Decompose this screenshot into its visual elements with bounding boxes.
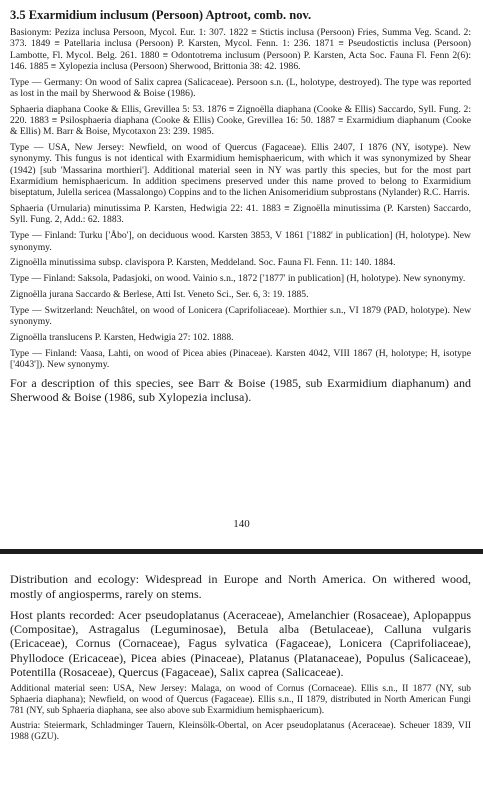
synonym-zignoella-translucens: Zignoëlla translucens P. Karsten, Hedwigia 27: 102. 1888.: [10, 331, 234, 343]
type-paragraph-switzerland: Type — Switzerland: Neuchâtel, on wood of Lonicera (Caprifoliaceae). Morthier s.n., VI 1879 (PAD, holotype). New synonymy.: [10, 304, 471, 328]
synonym-sphaeria-diaphana: Sphaeria diaphana Cooke & Ellis, Grevillea 5: 53. 1876 ≡ Zignoëlla diaphana (Cooke & Ellis) Saccardo, Syll. Fung. 2: 220. 1883 ≡ Psilosphaeria diaphana (Cooke & Ellis) Cooke, Grevillea 16: 50. 1887 ≡ Exarmidium diaphanum (Cooke & Ellis) M. Barr & Boise, Mycotaxon 23: 239. 1985.: [10, 103, 471, 138]
additional-material-paragraph: Additional material seen: USA, New Jersey: Malaga, on wood of Cornus (Cornaceae). Ellis s.n., II 1877 (NY, sub Sphaeria diaphana); Newfield, on wood of Quercus (Fagaceae). Ellis s.n., II 1879, distributed in North American Fungi 781 (NY, sub Sphaeria diaphana, see also above sub Exarmidium hemisphaericum).: [10, 684, 471, 717]
type-paragraph-finland-vaasa: Type — Finland: Vaasa, Lahti, on wood of Picea abies (Pinaceae). Karsten 4042, VIII 1867 (H, holotype; H, isotype ['4043']). New synonymy.: [10, 347, 471, 370]
description-note: For a description of this species, see Barr & Boise (1985, sub Exarmidium diaphanum) and Sherwood & Boise (1986, sub Xylopezia inclusa).: [10, 376, 471, 405]
synonym-zignoella-jurana: Zignoëlla jurana Saccardo & Berlese, Atti Ist. Veneto Sci., Ser. 6, 3: 19. 1885.: [10, 288, 309, 300]
host-plants-paragraph: Host plants recorded: Acer pseudoplatanus (Aceraceae), Amelanchier (Rosaceae), Aplopappus (Compositae), Astragalus (Leguminosae), Betula alba (Betulaceae), Calluna vulgaris (Ericaceae), Cornus (Cornaceae), Fagus sylvatica (Fagaceae), Lonicera (Caprifoliaceae), Phyllodoce (Ericaceae), Picea abies (Pinaceae), Platanus (Platanaceae), Populus (Salicaceae), Potentilla (Rosaceae), Quercus (Fagaceae), Salix caprea (Salicaceae).: [10, 608, 471, 679]
page-divider: [0, 549, 483, 554]
type-paragraph-usa: Type — USA, New Jersey: Newfield, on wood of Quercus (Fagaceae). Ellis 2407, I 1876 (NY, isotype). New synonymy. This fungus is not identical with Exarmidium hemisphaericum, with which it was synonymized by Shear (1942) [sub 'Massarina morthieri']. Additional material seen in NY was partly this species, but for the most part Exarmidium hemisphaericum. In addition specimens preserved under this name proved to belong to Exarmidium biseptatum, Julella sericea (Massalongo) Coppins and to the lichen Anisomeridium subprostans (Nylander) R.C. Harris.: [10, 142, 471, 199]
synonym-sphaeria-minutissima: Sphaeria (Urnularia) minutissima P. Karsten, Hedwigia 22: 41. 1883 ≡ Zignoëlla minutissima (P. Karsten) Saccardo, Syll. Fung. 2, Add.: 62. 1883.: [10, 203, 471, 226]
page-number: 140: [233, 518, 250, 530]
type-paragraph-finland-turku: Type — Finland: Turku ['Åbo'], on deciduous wood. Karsten 3853, V 1861 ['1882' in publication] (H, holotype). New synonymy.: [10, 230, 471, 253]
lower-page: [0, 560, 483, 799]
distribution-paragraph: Distribution and ecology: Widespread in Europe and North America. On withered wood, mostly of angiosperms, rarely on stems.: [10, 572, 471, 601]
type-paragraph-germany: Type — Germany: On wood of Salix caprea (Salicaceae). Persoon s.n. (L, holotype, destroyed). The type was reported as lost in the mail by Sherwood & Boise (1986).: [10, 76, 471, 99]
synonym-clavispora: Zignoëlla minutissima subsp. clavispora P. Karsten, Meddeland. Soc. Fauna Fl. Fenn. 11: 140. 1884.: [10, 257, 396, 269]
basionym-paragraph: Basionym: Peziza inclusa Persoon, Mycol. Eur. 1: 307. 1822 ≡ Stictis inclusa (Persoon) Fries, Summa Veg. Scand. 2: 373. 1849 ≡ Patellaria inclusa (Persoon) P. Karsten, Mycol. Fenn. 1: 236. 1871 ≡ Pseudostictis inclusa (Persoon) Lambotte, Fl. Mycol. Belg. 261. 1880 ≡ Odontotrema inclusum (Persoon) P. Karsten, Acta Soc. Fauna Fl. Fenn 2(6): 146. 1885 ≡ Xylopezia inclusa (Persoon) Sherwood, Brittonia 38: 42. 1986.: [10, 27, 471, 72]
section-title: 3.5 Exarmidium inclusum (Persoon) Aptroot, comb. nov.: [10, 8, 312, 22]
type-paragraph-finland-saksola: Type — Finland: Saksola, Padasjoki, on wood. Vainio s.n., 1872 ['1877' in publication] (H, holotype). New synonymy.: [10, 273, 466, 285]
austria-paragraph: Austria: Steiermark, Schladminger Tauern, Kleinsölk-Obertal, on Acer pseudoplatanus (Aceraceae). Scheuer 1839, VII 1988 (GZU).: [10, 720, 471, 742]
